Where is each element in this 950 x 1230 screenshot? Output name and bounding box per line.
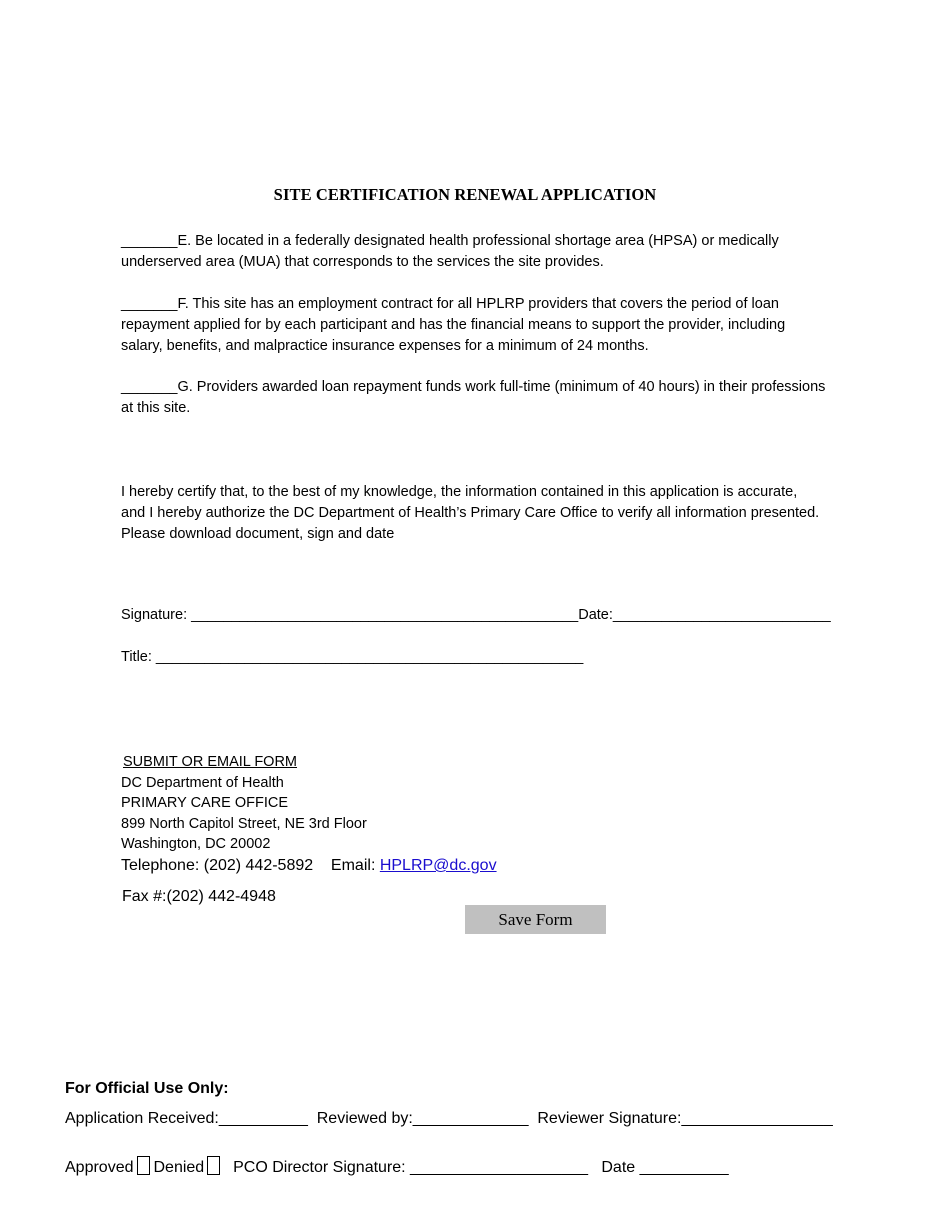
- telephone-text: Telephone: (202) 442-5892 Email:: [121, 857, 380, 874]
- item-e-text: E. Be located in a federally designated health professional shortage area (HPSA) or medically underserved area (MUA) that corresponds to the services the site provides.: [121, 233, 779, 270]
- official-date-field[interactable]: __________: [639, 1159, 729, 1176]
- director-signature-label: PCO Director Signature:: [233, 1159, 411, 1176]
- approved-checkbox[interactable]: [137, 1156, 150, 1175]
- item-e: [121, 231, 901, 273]
- email-link[interactable]: HPLRP@dc.gov: [379, 857, 497, 874]
- item-f-blank[interactable]: _______: [121, 296, 178, 312]
- submit-heading: SUBMIT OR EMAIL FORM: [123, 754, 298, 770]
- approved-label: Approved: [65, 1159, 134, 1176]
- reviewer-signature-field[interactable]: _________________: [681, 1110, 833, 1127]
- item-e-blank[interactable]: _______: [121, 233, 178, 249]
- title-label: Title:: [121, 649, 156, 665]
- received-field[interactable]: __________: [218, 1110, 308, 1127]
- office-name: PRIMARY CARE OFFICE: [121, 795, 289, 811]
- city-address: Washington, DC 20002: [121, 836, 271, 852]
- item-g-text: G. Providers awarded loan repayment funds work full-time (minimum of 40 hours) in their professions at this site.: [121, 379, 826, 416]
- official-date-label: Date: [601, 1159, 640, 1176]
- certification-statement: I hereby certify that, to the best of my knowledge, the information contained in this application is accurate, and I hereby authorize the DC Department of Health’s Primary Care Office to verify all information presented. Please download document, sign and date: [121, 484, 820, 542]
- reviewer-signature-label: Reviewer Signature:: [537, 1110, 682, 1127]
- item-g: [121, 377, 921, 419]
- street-address: 899 North Capitol Street, NE 3rd Floor: [121, 815, 367, 832]
- title-field[interactable]: _____________________________________________________: [155, 649, 584, 665]
- received-label: Application Received:: [65, 1110, 219, 1127]
- date-field[interactable]: ___________________________: [612, 607, 831, 623]
- official-review-row: [65, 1110, 833, 1128]
- official-approval-row: [65, 1156, 729, 1177]
- director-signature-field[interactable]: ____________________: [410, 1159, 589, 1176]
- fax-number: Fax #:(202) 442-4948: [122, 888, 276, 905]
- title-row: [121, 649, 583, 665]
- telephone-row: [121, 857, 497, 875]
- signature-field[interactable]: ________________________________________________: [191, 607, 579, 623]
- contact-block: [121, 752, 367, 855]
- item-g-blank[interactable]: _______: [121, 379, 178, 395]
- org-name: DC Department of Health: [121, 774, 284, 791]
- signature-row: [121, 607, 831, 623]
- date-label: Date:: [578, 607, 613, 623]
- page-title: SITE CERTIFICATION RENEWAL APPLICATION: [273, 185, 657, 204]
- item-f-text: F. This site has an employment contract for all HPLRP providers that covers the period of loan repayment applied for by each participant and has the financial means to support the provider, including salary, benefits, and malpractice insurance expenses for a minimum of 24 months.: [121, 296, 786, 354]
- save-form-button[interactable]: Save Form: [465, 905, 606, 934]
- denied-label: Denied: [153, 1159, 205, 1176]
- denied-checkbox[interactable]: [207, 1156, 220, 1175]
- reviewed-label: Reviewed by:: [316, 1110, 413, 1127]
- reviewed-field[interactable]: _____________: [412, 1110, 529, 1127]
- official-use-heading: For Official Use Only:: [65, 1080, 229, 1097]
- signature-label: Signature:: [121, 607, 192, 623]
- item-f: [121, 294, 901, 357]
